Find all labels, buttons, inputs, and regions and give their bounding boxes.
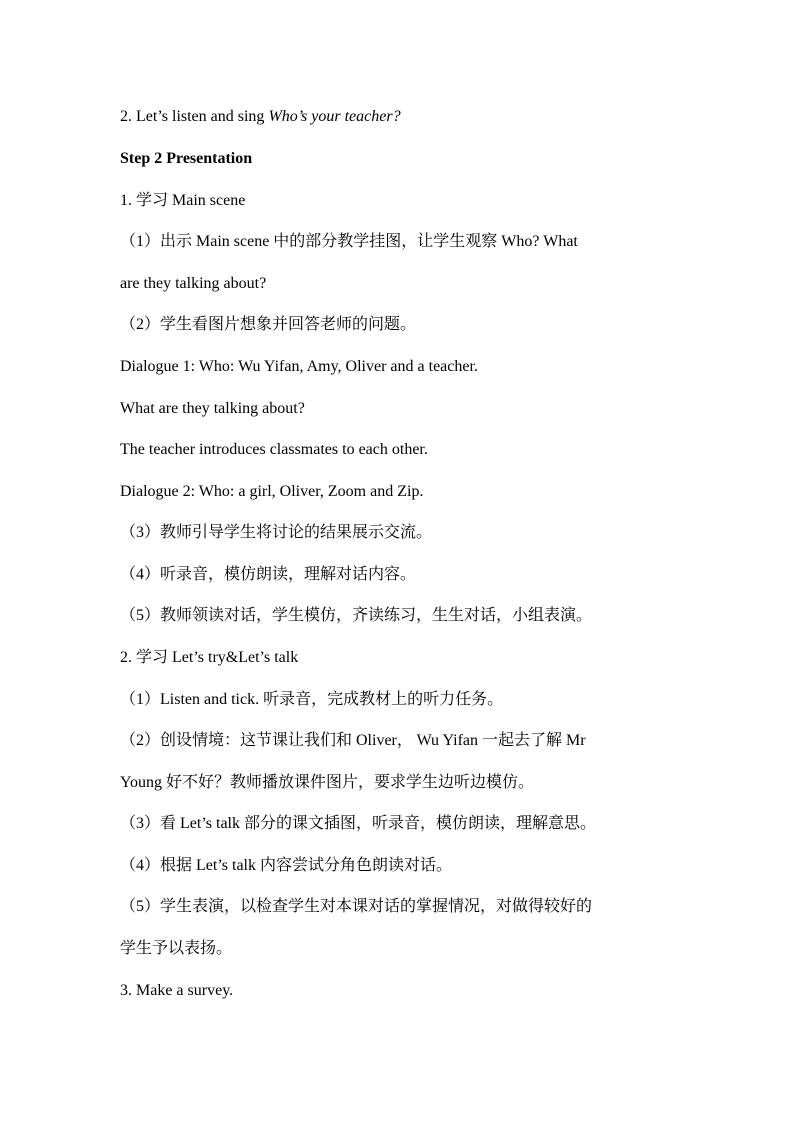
- paragraph-line: 2. 学习 Let’s try&Let’s talk: [120, 649, 299, 666]
- paragraph-line: （4）听录音，模仿朗读，理解对话内容。: [120, 566, 417, 583]
- intro-line: [120, 107, 401, 127]
- paragraph-line: （4）根据 Let’s talk 内容尝试分角色朗读对话。: [120, 857, 452, 874]
- paragraph-line: Dialogue 2: Who: a girl, Oliver, Zoom and Zip.: [120, 483, 424, 500]
- paragraph-line: 学生予以表扬。: [120, 940, 233, 957]
- paragraph-line: 3. Make a survey.: [120, 982, 234, 999]
- paragraph-line: （3）教师引导学生将讨论的结果展示交流。: [120, 524, 433, 541]
- paragraph-line: （3）看 Let’s talk 部分的课文插图，听录音，模仿朗读，理解意思。: [120, 815, 596, 832]
- paragraph-line: Dialogue 1: Who: Wu Yifan, Amy, Oliver and a teacher.: [120, 358, 478, 375]
- intro-prefix: 2. Let’s listen and sing: [120, 108, 269, 125]
- paragraph-line: Young 好不好？教师播放课件图片，要求学生边听边模仿。: [120, 774, 534, 791]
- paragraph-line: The teacher introduces classmates to each other.: [120, 441, 428, 458]
- paragraph-line: （2）学生看图片想象并回答老师的问题。: [120, 316, 417, 333]
- paragraph-line: are they talking about?: [120, 275, 267, 292]
- paragraph-line: （2）创设情境：这节课让我们和 Oliver， Wu Yifan 一起去了解 Mr: [120, 732, 586, 749]
- paragraph-line: （1）Listen and tick. 听录音，完成教材上的听力任务。: [120, 691, 504, 708]
- paragraph-line: 1. 学习 Main scene: [120, 192, 246, 209]
- song-title: Who’s your teacher?: [268, 108, 401, 125]
- paragraph-line: What are they talking about?: [120, 400, 305, 417]
- paragraph-line: （5）教师领读对话，学生模仿，齐读练习，生生对话，小组表演。: [120, 607, 593, 624]
- paragraph-line: （5）学生表演，以检查学生对本课对话的掌握情况，对做得较好的: [120, 898, 593, 915]
- paragraph-line: （1）出示 Main scene 中的部分教学挂图，让学生观察 Who? What: [120, 233, 578, 250]
- step2-heading: Step 2 Presentation: [120, 150, 253, 167]
